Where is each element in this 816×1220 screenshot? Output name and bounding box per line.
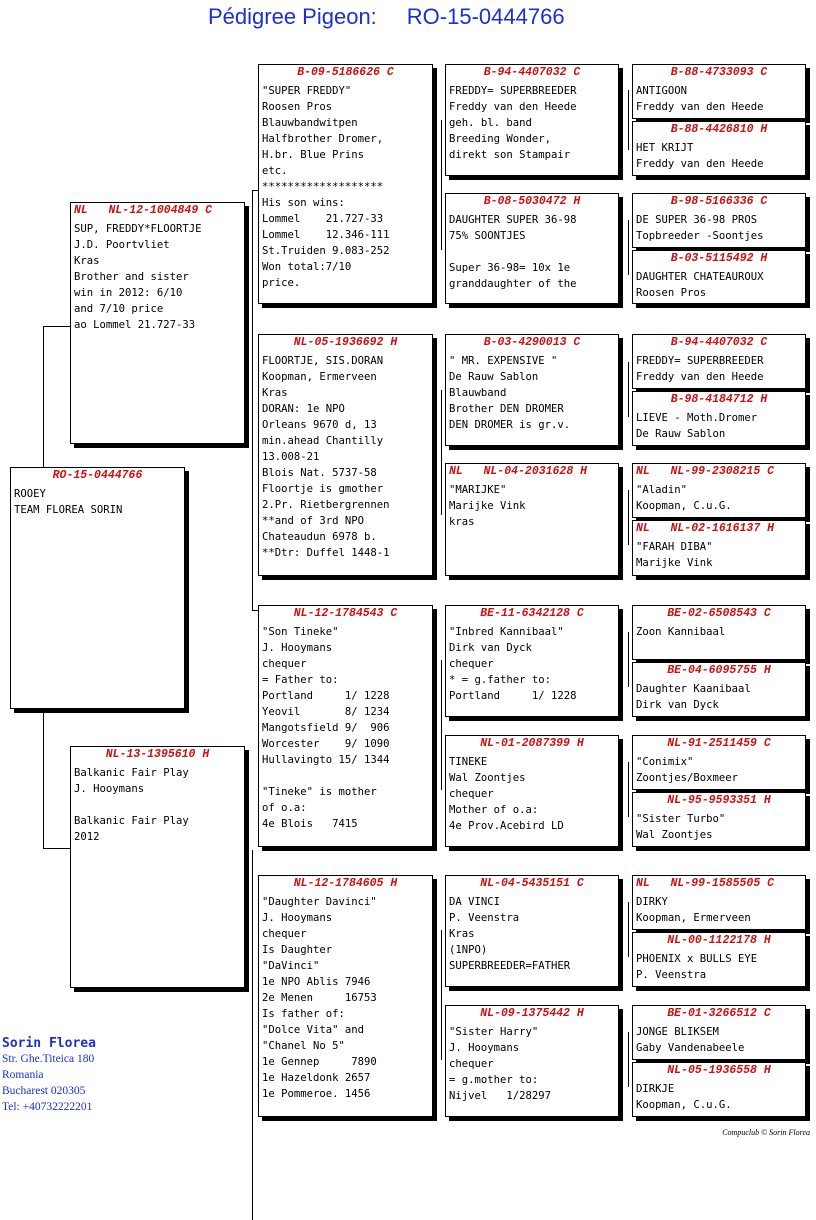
pigeon-info: ANTIGOON Freddy van den Heede — [636, 85, 764, 113]
owner-info — [2, 1036, 96, 1115]
owner-phone: Tel: +40732222201 — [2, 1101, 93, 1113]
ring-number: NL-12-1784605 H — [293, 877, 398, 890]
pigeon-info: "MARIJKE" Marijke Vink kras — [449, 484, 526, 528]
pigeon-info: "Aladin" Koopman, C.u.G. — [636, 484, 732, 512]
pedigree-box-father — [70, 202, 245, 444]
pedigree-box-mm — [258, 875, 433, 1117]
connector-line — [628, 632, 629, 687]
pedigree-box-mmm — [445, 1005, 619, 1117]
pedigree-box-ff — [258, 64, 433, 304]
pedigree-box-mfm — [445, 735, 619, 847]
connector-line — [252, 190, 253, 610]
connector-line — [252, 850, 253, 1220]
pigeon-info: Daughter Kaanibaal Dirk van Dyck — [636, 683, 751, 711]
pigeon-info: DIRKY Koopman, Ermerveen — [636, 896, 751, 924]
ring-number: B-03-4290013 C — [483, 336, 581, 349]
pigeon-info: " MR. EXPENSIVE " De Rauw Sablon Blauwband Brother DEN DROMER DEN DROMER is gr.v. — [449, 355, 571, 431]
ring-number: NL NL-12-1004849 C — [74, 204, 213, 217]
owner-address-line: Str. Ghe.Titeica 180 — [2, 1053, 95, 1065]
ring-number: B-08-5030472 H — [483, 195, 581, 208]
pedigree-box-g4-11 — [632, 735, 806, 790]
ring-number: B-98-5166336 C — [670, 195, 768, 208]
ring-number: B-88-4733093 C — [670, 66, 768, 79]
pigeon-info: SUP, FREDDY*FLOORTJE J.D. Poortvliet Kras Brother and sister win in 2012: 6/10 and 7/10 price ao Lommel 21.727-33 — [74, 223, 202, 331]
ring-number: BE-01-3266512 C — [667, 1007, 771, 1020]
connector-line — [441, 390, 442, 515]
pigeon-info: "Sister Turbo" Wal Zoontjes — [636, 813, 726, 841]
pedigree-box-ffm — [445, 193, 619, 304]
ring-number: NL NL-99-2308215 C — [636, 465, 775, 478]
connector-line — [43, 848, 70, 849]
pedigree-box-g4-8 — [632, 520, 806, 576]
ring-number: B-03-5115492 H — [670, 252, 768, 265]
connector-line — [628, 1032, 629, 1087]
ring-number: NL-09-1375442 H — [480, 1007, 584, 1020]
ring-number: B-88-4426810 H — [670, 123, 768, 136]
pedigree-box-subject — [10, 467, 185, 709]
pigeon-info: "Daughter Davinci" J. Hooymans chequer Is Daughter "DaVinci" 1e NPO Ablis 7946 2e Menen 16753 Is father of: "Dolce Vita" and "Chanel No 5" 1e Gennep 7890 1e Hazeldonk 2657 1e Pommeroe. 1456 — [262, 896, 377, 1100]
connector-line — [43, 326, 70, 327]
connector-line — [43, 326, 44, 468]
pedigree-box-mother — [70, 746, 245, 988]
pedigree-box-g4-13 — [632, 875, 806, 930]
ring-number: NL-13-1395610 H — [105, 748, 210, 761]
pedigree-box-g4-4 — [632, 250, 806, 304]
pedigree-box-mf — [258, 605, 433, 847]
ring-number: B-09-5186626 C — [297, 66, 394, 79]
ring-number: NL-01-2087399 H — [480, 737, 584, 750]
connector-line — [628, 762, 629, 817]
ring-number: RO-15-0444766 — [52, 469, 143, 482]
connector-line — [628, 90, 629, 150]
owner-address-line: Romania — [2, 1069, 44, 1081]
ring-number: NL-05-1936558 H — [667, 1064, 771, 1077]
pedigree-box-g4-5 — [632, 334, 806, 389]
connector-line — [628, 902, 629, 957]
pedigree-box-g4-2 — [632, 121, 806, 176]
pigeon-info: "Son Tineke" J. Hooymans chequer = Father to: Portland 1/ 1228 Yeovil 8/ 1234 Mangotsfield 9/ 906 Worcester 9/ 1090 Hullavingto 15/ 1344 "Tineke" is mother of o.a: 4e Blois 7415 — [262, 626, 390, 830]
pigeon-info: HET KRIJT Freddy van den Heede — [636, 142, 764, 170]
pigeon-info: JONGE BLIKSEM Gaby Vandenabeele — [636, 1026, 745, 1054]
pigeon-info: FLOORTJE, SIS.DORAN Koopman, Ermerveen Kras DORAN: 1e NPO Orleans 9670 d, 13 min.ahead Chantilly 13.008-21 Blois Nat. 5737-58 Floortje is gmother 2.Pr. Rietbergrennen **and of 3rd NPO Chateaudun 6978 b. **Dtr: Duffel 1448-1 — [262, 355, 390, 559]
pedigree-box-g4-1 — [632, 64, 806, 119]
pigeon-info: FREDDY= SUPERBREEDER Freddy van den Heede geh. bl. band Breeding Wonder, direkt son Stampair — [449, 85, 577, 161]
ring-number: BE-04-6095755 H — [667, 664, 771, 677]
pedigree-box-g4-16 — [632, 1062, 806, 1117]
pedigree-box-g4-10 — [632, 662, 806, 717]
pigeon-info: DE SUPER 36-98 PROS Topbreeder -Soontjes — [636, 214, 764, 242]
owner-address-line: Bucharest 020305 — [2, 1085, 86, 1097]
page-title — [208, 4, 565, 30]
ring-number: BE-02-6508543 C — [667, 607, 771, 620]
footer-credit: Compuclub © Sorin Florea — [722, 1128, 810, 1137]
ring-number: NL-05-1936692 H — [293, 336, 398, 349]
pigeon-info: FREDDY= SUPERBREEDER Freddy van den Heede — [636, 355, 764, 383]
pigeon-info: ROOEY TEAM FLOREA SORIN — [14, 488, 123, 516]
ring-number: NL-00-1122178 H — [667, 934, 771, 947]
ring-number: BE-11-6342128 C — [480, 607, 584, 620]
pigeon-info: DAUGHTER CHATEAUROUX Roosen Pros — [636, 271, 764, 299]
connector-line — [628, 362, 629, 417]
ring-number: NL-91-2511459 C — [667, 737, 771, 750]
pigeon-info: DIRKJE Koopman, C.u.G. — [636, 1083, 732, 1111]
pedigree-box-mmf — [445, 875, 619, 987]
connector-line — [43, 708, 44, 848]
pedigree-box-g4-12 — [632, 792, 806, 847]
pedigree-box-g4-14 — [632, 932, 806, 987]
connector-line — [441, 120, 442, 250]
pigeon-info: "Inbred Kannibaal" Dirk van Dyck chequer * = g.father to: Portland 1/ 1228 — [449, 626, 577, 702]
connector-line — [441, 930, 442, 1060]
ring-number: NL-12-1784543 C — [293, 607, 398, 620]
pigeon-info: Zoon Kannibaal — [636, 626, 726, 638]
pigeon-info: "SUPER FREDDY" Roosen Pros Blauwbandwitpen Halfbrother Dromer, H.br. Blue Prins etc. ******************* His son wins: Lommel 21.727-33 Lommel 12.346-111 St.Truiden 9.083-252 Won total:7/10 price. — [262, 85, 390, 289]
pigeon-info: "FARAH DIBA" Marijke Vink — [636, 541, 713, 569]
ring-number: NL NL-04-2031628 H — [449, 465, 588, 478]
ring-number: NL NL-02-1616137 H — [636, 522, 775, 535]
pigeon-info: DA VINCI P. Veenstra Kras (1NPO) SUPERBREEDER=FATHER — [449, 896, 571, 972]
pigeon-info: PHOENIX x BULLS EYE P. Veenstra — [636, 953, 758, 981]
pedigree-box-g4-9 — [632, 605, 806, 660]
pedigree-box-g4-3 — [632, 193, 806, 248]
pedigree-box-fm — [258, 334, 433, 576]
ring-number: B-98-4184712 H — [670, 393, 768, 406]
pedigree-box-fff — [445, 64, 619, 176]
ring-number: B-94-4407032 C — [670, 336, 768, 349]
connector-line — [628, 490, 629, 545]
ring-number: NL NL-99-1585505 C — [636, 877, 775, 890]
pigeon-info: LIEVE - Moth.Dromer De Rauw Sablon — [636, 412, 758, 440]
owner-name: Sorin Florea — [2, 1036, 96, 1051]
pedigree-box-fmm — [445, 463, 619, 576]
pigeon-info: "Conimix" Zoontjes/Boxmeer — [636, 756, 739, 784]
title-label: Pédigree Pigeon: — [208, 4, 377, 29]
ring-number: B-94-4407032 C — [483, 66, 581, 79]
pigeon-info: Balkanic Fair Play J. Hooymans Balkanic Fair Play 2012 — [74, 767, 189, 843]
connector-line — [628, 220, 629, 275]
pigeon-info: "Sister Harry" J. Hooymans chequer = g.mother to: Nijvel 1/28297 — [449, 1026, 552, 1102]
ring-number: NL-04-5435151 C — [480, 877, 584, 890]
pedigree-box-g4-7 — [632, 463, 806, 518]
title-ring-number: RO-15-0444766 — [406, 4, 565, 29]
ring-number: NL-95-9593351 H — [667, 794, 771, 807]
connector-line — [441, 660, 442, 790]
pigeon-info: DAUGHTER SUPER 36-98 75% SOONTJES Super 36-98= 10x 1e granddaughter of the — [449, 214, 577, 290]
pigeon-info: TINEKE Wal Zoontjes chequer Mother of o.a: 4e Prov.Acebird LD — [449, 756, 564, 832]
pedigree-box-mff — [445, 605, 619, 717]
pedigree-box-fmf — [445, 334, 619, 446]
pedigree-box-g4-15 — [632, 1005, 806, 1060]
pedigree-box-g4-6 — [632, 391, 806, 446]
